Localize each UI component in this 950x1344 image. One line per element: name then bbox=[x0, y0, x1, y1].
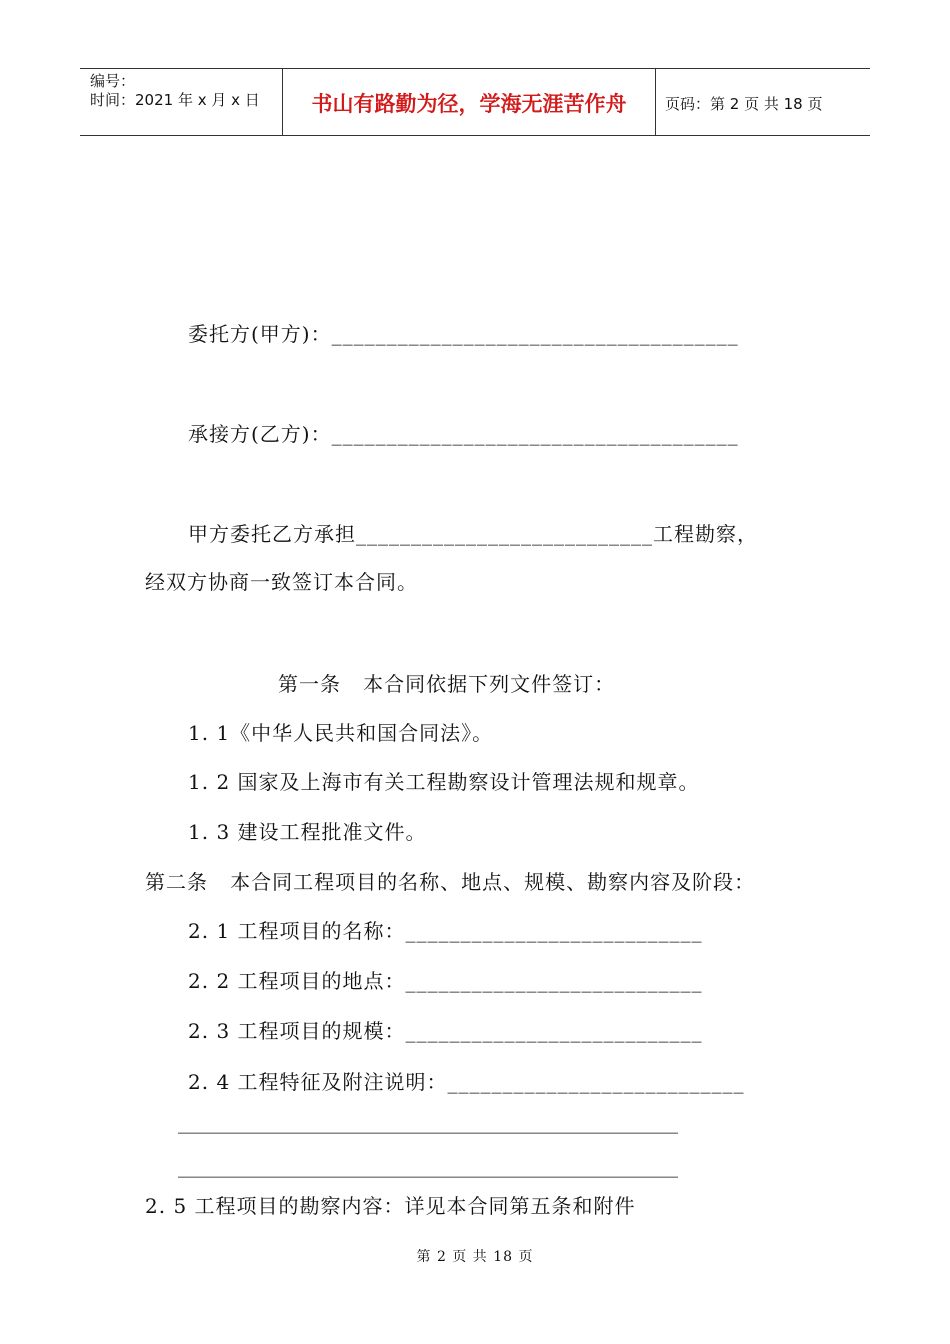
party-b-line: 承接方(乙方)：_____________________________________ bbox=[188, 422, 739, 446]
header-page-info: 页码：第 2 页 共 18 页 bbox=[665, 95, 823, 113]
page-footer: 第 2 页 共 18 页 bbox=[416, 1249, 534, 1265]
article-2-item-4-blank-1: __________________________________________________ bbox=[178, 1110, 678, 1134]
article-2-item-3: 2. 3 工程项目的规模：___________________________ bbox=[188, 1019, 703, 1043]
intro-line-2: 经双方协商一致签订本合同。 bbox=[145, 570, 418, 594]
article-1-item-3: 1. 3 建设工程批准文件。 bbox=[188, 820, 427, 844]
party-a-line: 委托方(甲方)：_____________________________________ bbox=[188, 322, 739, 346]
article-1-item-2: 1. 2 国家及上海市有关工程勘察设计管理法规和规章。 bbox=[188, 770, 700, 794]
article-2-item-4-blank-2: __________________________________________________ bbox=[178, 1154, 678, 1178]
document-time: 时间：2021 年 x 月 x 日 bbox=[90, 91, 260, 109]
document-number: 编号： bbox=[90, 72, 136, 90]
article-2-item-1: 2. 1 工程项目的名称：___________________________ bbox=[188, 919, 703, 943]
header-motto: 书山有路勤为径，学海无涯苦作舟 bbox=[283, 69, 656, 135]
article-2-item-4: 2. 4 工程特征及附注说明：___________________________ bbox=[188, 1070, 745, 1094]
article-1-title: 第一条 本合同依据下列文件签订： bbox=[278, 672, 616, 696]
article-2-title: 第二条 本合同工程项目的名称、地点、规模、勘察内容及阶段： bbox=[145, 870, 756, 894]
header-meta bbox=[80, 69, 283, 135]
intro-line-1: 甲方委托乙方承担___________________________工程勘察， bbox=[188, 522, 758, 546]
document-header bbox=[80, 68, 870, 136]
article-1-item-1: 1. 1《中华人民共和国合同法》。 bbox=[188, 721, 494, 745]
article-2-item-2: 2. 2 工程项目的地点：___________________________ bbox=[188, 969, 703, 993]
article-2-item-5: 2. 5 工程项目的勘察内容：详见本合同第五条和附件 bbox=[145, 1194, 636, 1218]
